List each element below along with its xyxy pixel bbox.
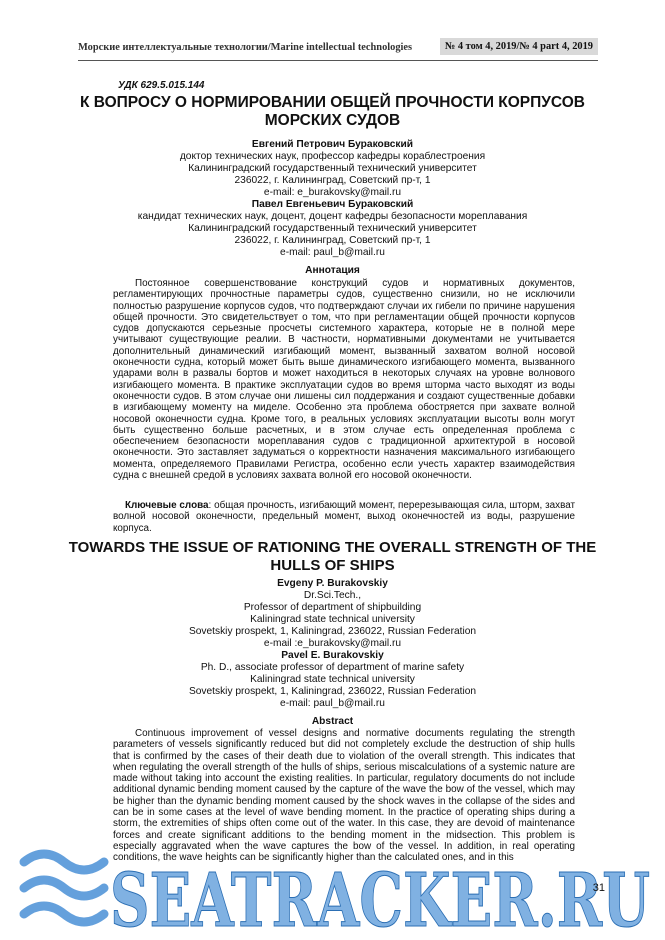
author-1-ru-line: Калининградский государственный технический университет: [188, 163, 477, 174]
header-rule: [78, 60, 598, 61]
author-2-en-line: Kaliningrad state technical university: [250, 674, 415, 685]
authors-ru: [100, 139, 565, 259]
abstract-text-ru: Постоянное совершенствование конструкций судов и нормативных документов, регламентирующих прочностные параметры судов, существенно снизили, но не исключили полностью разрушение корпусов судов, что подтверждают случаи их гибели по причине нарушения общей прочности. Это свидетельствует о том, что при регламентации общей прочности корпусов судов допускаются серьезные просчеты системного характера, которые не в полной мере учитывают существующие реалии. В частности, нормативными документами не учитывается дополнительный динамический изгибающий момент, вызванный захватом волной носовой оконечности судна, который может быть выше динамического изгибающего момента, вызванного ударами волн в развалы бортов и может находиться в некоторых случаях на уровне волнового изгибающего момента. В практике эксплуатации судов во время шторма часто выходят из воды оконечности судов. В этом случае они лишены сил поддержания и создают существенные добавки в изгибающему моменту на миделе. Особенно эта проблема обостряется при захвате волной носовой оконечности судна. Кроме того, в реальных условиях эксплуатации высоты волн могут быть существенно больше расчетных, и в этом случае есть определенная проблема с обеспечением безопасности мореплавания судов с традиционной архитектурой в носовой оконечности. Это заставляет задуматься о корректности назначения максимального изгибающего момента, определяемого Правилами Регистра, особенно если учесть характер взаимодействия судна с внешней средой в условиях захвата волной его носовой оконечности.: [113, 278, 575, 482]
wave-icon: [24, 854, 104, 922]
author-1-name-ru: Евгений Петрович Бураковский: [251, 139, 414, 150]
journal-title: Морские интеллектуальные технологии/Marine intellectual technologies: [78, 42, 413, 53]
title-en-line-1: TOWARDS THE ISSUE OF RATIONING THE OVERALL STRENGTH OF THE: [68, 539, 597, 556]
title-ru-line-1: К ВОПРОСУ О НОРМИРОВАНИИ ОБЩЕЙ ПРОЧНОСТИ КОРПУСОВ: [80, 94, 585, 111]
author-2-ru-line: Калининградский государственный технический университет: [188, 223, 477, 234]
author-1-email-en[interactable]: e-mail :e_burakovsky@mail.ru: [263, 638, 402, 649]
author-2-en-line: Sovetskiy prospekt, 1, Kaliningrad, 236022, Russian Federation: [188, 686, 477, 697]
author-2-en-line: Ph. D., associate professor of department of marine safety: [200, 662, 465, 673]
page-number: 31: [592, 882, 605, 894]
article-title-en: [60, 539, 605, 575]
issue-badge: № 4 том 4, 2019/№ 4 part 4, 2019: [440, 38, 598, 55]
author-1-ru-line: 236022, г. Калининград, Советский пр-т, 1: [234, 175, 431, 186]
author-1-en-line: Kaliningrad state technical university: [250, 614, 415, 625]
author-1-en-line: Dr.Sci.Tech.,: [303, 590, 362, 601]
udk-code: УДК 629.5.015.144: [118, 80, 205, 91]
author-2-email-en[interactable]: e-mail: paul_b@mail.ru: [280, 698, 385, 709]
keywords-ru: [113, 500, 575, 534]
watermark-logo: [10, 840, 650, 940]
author-1-en-line: Professor of department of shipbuilding: [243, 602, 422, 613]
author-2-ru-line: кандидат технических наук, доцент, доцент кафедры безопасности мореплавания: [137, 211, 528, 222]
page-header: [78, 38, 598, 58]
author-2-name-en: Pavel E. Burakovskiy: [281, 650, 384, 661]
title-en-line-2: HULLS OF SHIPS: [270, 557, 395, 574]
authors-en: [100, 578, 565, 710]
title-ru-line-2: МОРСКИХ СУДОВ: [264, 112, 401, 129]
author-1-email-ru[interactable]: e-mail: e_burakovsky@mail.ru: [263, 187, 402, 198]
author-2-name-ru: Павел Евгеньевич Бураковский: [251, 199, 414, 210]
keywords-label: Ключевые слова: [125, 500, 209, 511]
author-1-ru-line: доктор технических наук, профессор кафедры кораблестроения: [179, 151, 486, 162]
keywords-text: : общая прочность, изгибающий момент, перерезывающая сила, шторм, захват волной носовой оконечности, предельный момент, выход оконечностей из воды, разрушение корпуса.: [113, 500, 575, 534]
watermark-text: SEATRACKER.RU: [110, 858, 650, 940]
abstract-heading-en: Abstract: [311, 716, 354, 727]
author-1-en-line: Sovetskiy prospekt, 1, Kaliningrad, 236022, Russian Federation: [188, 626, 477, 637]
abstract-heading-ru: Аннотация: [305, 265, 360, 276]
author-2-ru-line: 236022, г. Калининград, Советский пр-т, 1: [234, 235, 431, 246]
author-1-name-en: Evgeny P. Burakovskiy: [277, 578, 388, 589]
author-2-email-ru[interactable]: e-mail: paul_b@mail.ru: [280, 247, 385, 258]
article-title-ru: [80, 94, 585, 130]
abstract-text-en: Continuous improvement of vessel designs and normative documents regulating the strength parameters of vessels significantly reduced but did not completely exclude the destruction of ship hulls that is confirmed by the cases of their death due to violation of the overall strength. This indicates that when regulating the overall strength of the hulls of ships, serious miscalculations of a systemic nature are made without taking into account the existing realities. In particular, regulatory documents do not include additional dynamic bending moment caused by the capture of the wave the bow of the vessel, which may be higher than the dynamic bending moment caused by the shock waves in the collapse of the sides and can be in some cases at the level of wave bending moment. In the practice of operating ships during a storm, the extremities of ships often come out of the water. In this case, they are devoid of maintenance forces and create significant additions to the bending moment in the midsection. This problem is especially aggravated when the wave captures the bow of the vessel. In addition, in real operating conditions, the wave heights can be significantly higher than the calculated ones, and in this: [113, 728, 575, 864]
